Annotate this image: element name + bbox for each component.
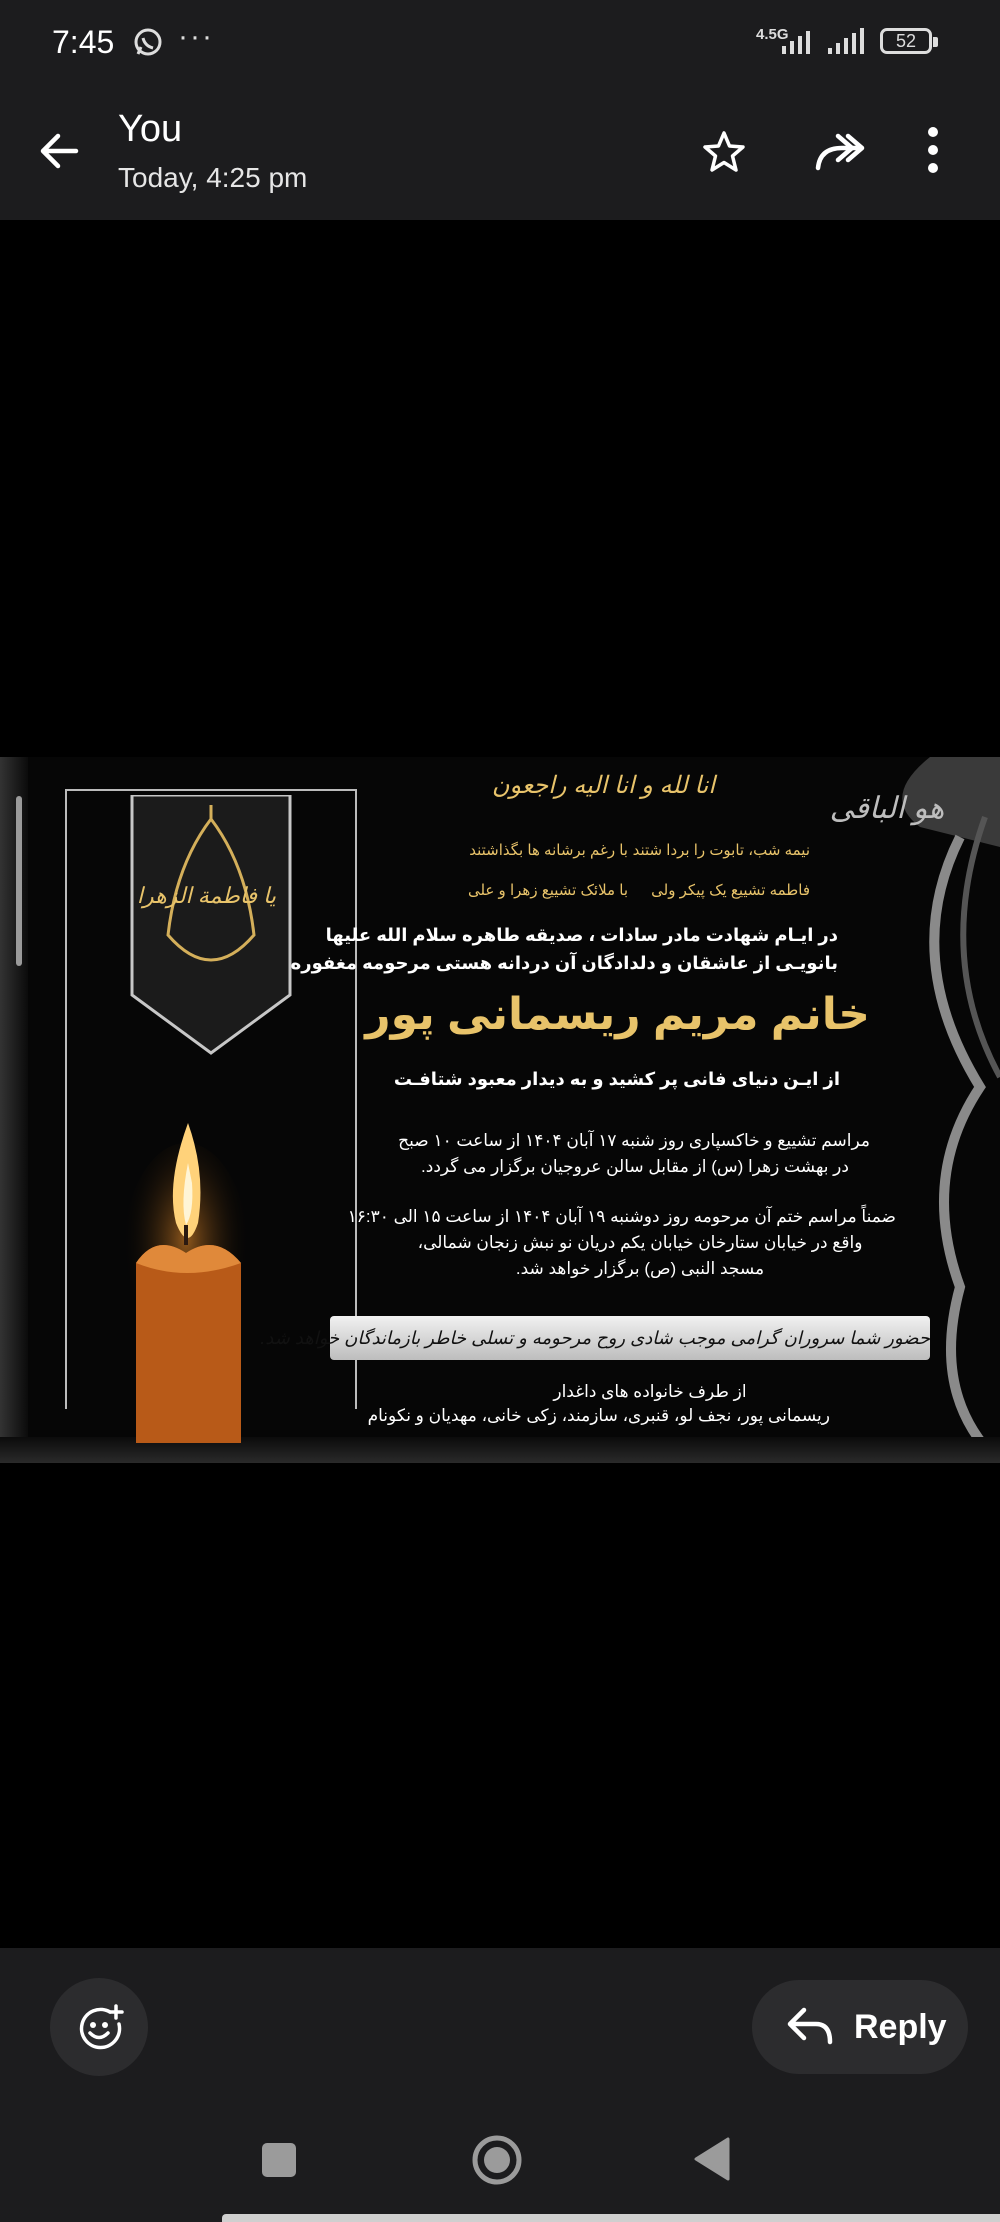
funeral-line-1: مراسم تشییع و خاکسپاری روز شنبه ۱۷ آبان ۱۴۰۴ از ساعت ۱۰ صبح — [398, 1131, 870, 1150]
back-triangle-icon[interactable] — [694, 2137, 730, 2186]
more-dots-icon: ··· — [178, 20, 214, 53]
verse-right-2: فاطمه تشییع یک پیکر ولی — [651, 882, 810, 899]
left-border — [0, 757, 28, 1463]
condolence-banner: حضور شما سروران گرامی موجب شادی روح مرحومه و تسلی خاطر بازماندگان خواهد شد. — [330, 1316, 930, 1360]
verse-right-1: نیمه شب، تابوت را بردا شتند — [632, 842, 810, 859]
scroll-indicator — [16, 796, 22, 966]
deceased-name: خانم مریم ریسمانی پور — [365, 990, 870, 1039]
signal-icon — [826, 28, 870, 59]
status-time: 7:45 — [52, 24, 115, 60]
status-bar — [0, 0, 1000, 90]
family-title: از طرف خانواده های داغدار — [553, 1382, 747, 1401]
verse-left-2: با ملائک تشییع زهرا و علی — [467, 882, 628, 899]
gesture-handle — [222, 2214, 1000, 2222]
candle-icon — [126, 1113, 256, 1443]
memorial-line-3: مسجد النبی (ص) برگزار خواهد شد. — [515, 1259, 765, 1278]
corner-calligraphy: هو الباقی — [829, 792, 945, 825]
home-circle-icon[interactable] — [472, 2135, 522, 2190]
reply-label: Reply — [854, 2008, 947, 2046]
signal-icon — [780, 28, 820, 59]
calligraphy-title: انا لله و انا الیه راجعون — [491, 772, 715, 799]
star-icon[interactable] — [700, 128, 748, 181]
battery-icon: 52 — [880, 28, 932, 54]
verse-left-1: با رغم برشانه ها بگذاشتند — [469, 842, 628, 859]
whatsapp-icon — [132, 26, 164, 63]
announcement-line-3: از ایـن دنیای فانی پر کشید و به دیدار معبود شتافـت — [393, 1069, 840, 1089]
funeral-line-2: در بهشت زهرا (س) از مقابل سالن عروجیان برگزار می گردد. — [421, 1157, 849, 1176]
family-names: ریسمانی پور، نجف لو، قنبری، سازمند، زکی خانی، مهدیان و نکونام — [367, 1406, 830, 1425]
app-bar — [0, 90, 1000, 220]
announcement-line-2: بانویـی از عاشقان و دلدادگان آن دردانه هستی مرحومه مغفوره — [290, 953, 838, 973]
announcement-line-1: در ایـام شهادت مادر سادات ، صدیقه طاهره سلام الله علیها — [325, 925, 838, 945]
memorial-line-2: واقع در خیابان ستارخان خیابان یکم دریان نو نبش زنجان شمالی، — [417, 1233, 863, 1252]
banner-flag-icon — [126, 795, 296, 1055]
message-timestamp: Today, 4:25 pm — [118, 162, 308, 193]
more-vert-icon[interactable] — [925, 124, 941, 181]
recents-square-icon[interactable] — [262, 2143, 296, 2177]
memorial-line-1: ضمناً مراسم ختم آن مرحومه روز دوشنبه ۱۹ آبان ۱۴۰۴ از ساعت ۱۵ الی ۱۶:۳۰ — [347, 1207, 896, 1226]
banner-calligraphy: یا فاطمة الزهرا — [136, 883, 276, 908]
add-reaction-icon — [76, 2004, 124, 2052]
network-type: 4.5G — [756, 26, 789, 43]
forward-icon[interactable] — [812, 128, 868, 181]
reply-button[interactable] — [752, 1980, 968, 2074]
reply-icon — [786, 2006, 834, 2055]
add-reaction-button[interactable] — [50, 1978, 148, 2076]
back-arrow-icon[interactable] — [36, 128, 82, 179]
sender-name: You — [118, 108, 183, 150]
